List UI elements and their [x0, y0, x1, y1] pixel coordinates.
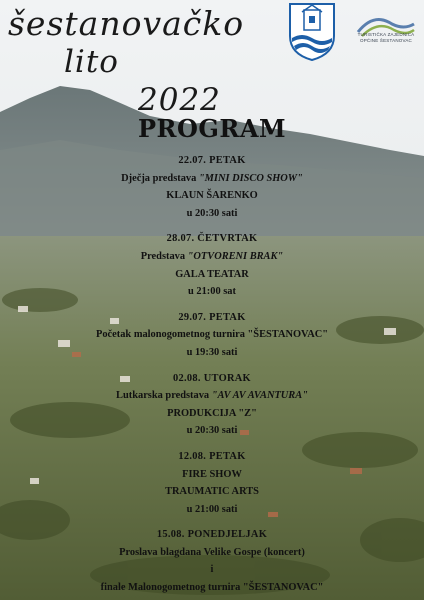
- event-title: FIRE SHOW: [182, 468, 242, 480]
- event-performer: GALA TEATAR: [175, 268, 249, 280]
- event-time: u 21:00 sat: [188, 286, 236, 298]
- program-heading: PROGRAM: [137, 114, 287, 143]
- event-time: u 20:30 sati: [186, 207, 238, 219]
- event-list: [0, 152, 424, 597]
- festival-title-line2: lito: [64, 44, 119, 80]
- event-conjunction: i: [210, 564, 214, 576]
- event-time: u 19:30 sati: [186, 346, 238, 358]
- event-title: Dječja predstava "MINI DISCO SHOW": [121, 172, 303, 184]
- event-date: 15.08. PONEDJELJAK: [156, 529, 268, 541]
- event-title: Početak malonogometnog turnira "ŠESTANOVAC": [96, 329, 328, 341]
- event-item: [0, 370, 424, 440]
- event-performer: PRODUKCIJA "Z": [167, 407, 257, 419]
- tourist-board-logo: [352, 4, 420, 74]
- event-date: 29.07. PETAK: [178, 311, 246, 323]
- event-item: [0, 152, 424, 222]
- tourist-board-name: TURISTIČKA ZAJEDNICA: [357, 32, 415, 37]
- event-date: 02.08. UTORAK: [173, 372, 251, 384]
- festival-year: 2022: [138, 82, 221, 118]
- event-title: Predstava "OTVORENI BRAK": [140, 250, 284, 262]
- event-item: [0, 448, 424, 518]
- event-title: Proslava blagdana Velike Gospe (koncert): [119, 546, 305, 558]
- event-item: [0, 230, 424, 300]
- event-item: [0, 309, 424, 362]
- event-time: u 21:00 sati: [186, 503, 238, 515]
- festival-title-line1: šestanovačko: [8, 4, 245, 43]
- municipality-crest-logo: [288, 2, 336, 62]
- event-performer: KLAUN ŠARENKO: [166, 190, 258, 202]
- event-item: [0, 526, 424, 596]
- event-time: u 20:30 sati: [186, 425, 238, 437]
- event-title-secondary: finale Malonogometnog turnira "ŠESTANOVAC": [100, 582, 324, 594]
- event-title: Lutkarska predstava "AV AV AVANTURA": [116, 390, 308, 402]
- event-date: 28.07. ČETVRTAK: [166, 233, 258, 245]
- event-date: 22.07. PETAK: [178, 155, 246, 166]
- event-date: 12.08. PETAK: [178, 450, 246, 462]
- event-performer: TRAUMATIC ARTS: [165, 486, 259, 498]
- tourist-board-municipality: OPĆINE ŠESTANOVAC: [360, 38, 412, 43]
